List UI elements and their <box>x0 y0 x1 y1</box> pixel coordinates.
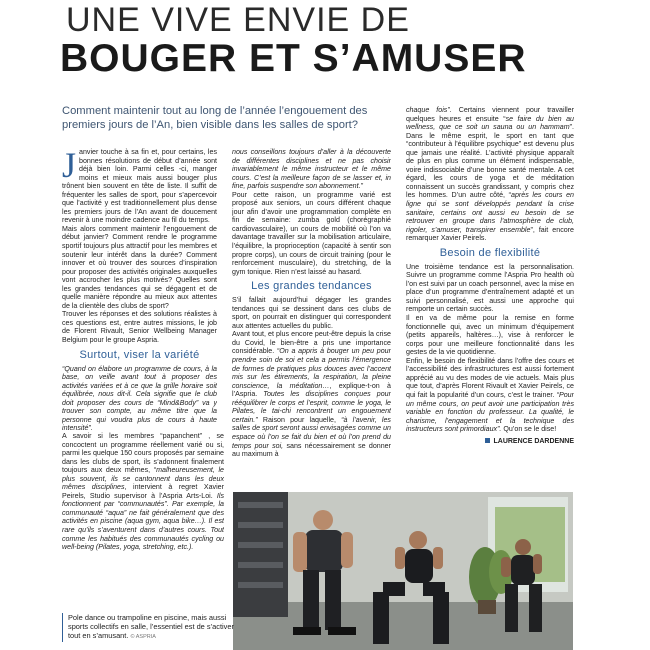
column-1 <box>62 148 217 432</box>
col1-paragraph-3: Trouver les réponses et des solutions réalistes à ces questions est, entre autres missions, le job de Florent Rivault, Senior Wellbeing Manager Belgium pour le groupe Aspria. <box>62 310 217 345</box>
col3-quote2: se faire du bien au wellness, que ce soit un sauna ou un hammam <box>406 114 574 132</box>
caption-text: Pole dance ou trampoline en piscine, mais aussi sports collectifs en salle, l’essentiel est de s’activer tout en s’amusant. <box>68 613 234 640</box>
col2-quote2: “On a appris à bouger un peu pour prendre soin de soi et cela a permis l’émergence de formes de pratiques plus douces avec l’accent mis sur les étirements, la respiration, la pleine conscience, la méditation… <box>232 347 391 390</box>
col3-quote4: “Pour un même cours, on peut avoir une participation très variable en fonction du professeur. La qualité, le charisme, l’engagement et la technique des instructeurs sont primordiaux”. <box>406 390 574 434</box>
col1-subhead: Surtout, viser la variété <box>79 348 200 361</box>
photo-credit: © ASPRIA <box>130 634 156 640</box>
col3-p1: Certains viennent pour travailler quelques heures et ensuite “ <box>406 106 574 123</box>
photo-illustration <box>233 492 573 650</box>
col1-quote2: malheureusement, le plus souvent, ils se cantonnent dans les deux mêmes disciplines <box>62 466 224 492</box>
column-3 <box>406 106 574 484</box>
col2-quote3: Toutes les disciplines conçues pour rééquilibrer le corps et l’esprit, comme le yoga, le Pilates, le tai-chi rencontrent un engouement certain.” <box>232 390 391 424</box>
col1-paragraph <box>62 148 217 225</box>
col2-p6: sans nécessairement se donner au maximum à <box>232 441 391 459</box>
article-title-line2: BOUGER ET S’AMUSER <box>60 37 527 80</box>
col3-quote1: chaque fois”. <box>406 106 452 114</box>
col3-p6: Enfin, le besoin de flexibilité dans l’offre des cours et l’accessibilité des infrastructures est aussi fortement apprécié au vu des modes de vie actuels. Mais plus que tout, d’après Florent Rivault et Xavier Peirels, ce qui fait la popularité d’un cours, c’est le trainer. <box>406 356 574 399</box>
author-name: LAURENCE DARDENNE <box>493 437 574 445</box>
col1-p5: , intervient à regret Xavier Peirels, Studio supervisor à l’Aspria Arts-Loi. <box>62 483 224 500</box>
drop-cap: J <box>62 148 77 185</box>
col2-p4: , explique-t-on à l’Aspria. <box>232 381 391 399</box>
col2-quote1: nous conseillons toujours d’aller à la découverte de différentes disciplines et ne pas choisir invariablement le même instructeur et le même cours. C’est la meilleure façon de se lasser et, in fine, parfois suspendre son abonnement.” <box>232 148 391 191</box>
col3-paragraph-4 <box>406 357 574 434</box>
col2-quote4: “à l’avenir, les salles de sport seront aussi envisagées comme un espace où l’on se fait du bien et où l’on prend du temps pour soi, <box>232 415 391 450</box>
col2-subhead: Les grandes tendances <box>251 280 372 293</box>
signature-square-icon <box>485 438 490 443</box>
col3-p2: ”. Dans le même esprit, le sport en tant que “contributeur à l’équilibre psychique” est devenu plus que jamais une réalité. L’activité physique apparaît de plus en plus comme un élément indispensable, voire indissociable d’une bonne santé mentale. A cet égard, les cours de yoga et de méditation connaissent un succès grandissant, y compris chez les hommes. D’un autre côté, “ <box>406 123 574 200</box>
col3-paragraph-1 <box>406 106 574 243</box>
col1-p1: anvier touche à sa fin et, pour certains, les bonnes résolutions de début d’année sont déjà bien loin. Parmi celles -ci, manger moins et mieux mais aussi bouger plus trônent bien souvent en tête de liste. Il suffit de fréquenter les salles de sport, pour s’apercevoir que l’activité y est traditionnellement plus dense les premiers jours de l’An avant de doucement revenir à une moindre cadence au fil du temps. <box>62 148 217 225</box>
col2-p5: Raison pour laquelle, <box>262 415 342 424</box>
col1-p4: A savoir si les membres “papanchent” , se concoctent un programme réellement varié ou si, parmi les quelque 150 cours proposés par semaine dans les clubs de sport, ils s’adonnent finalement toujours aux deux mêmes, “ <box>62 432 224 475</box>
col1-paragraph-2: Mais alors comment maintenir l’engouement de début janvier? Comment rendre le programme sportif toujours plus attractif pour les membres et soutenir leur intérêt dans la durée? Comment innover et où trouver des sources d’inspiration pour proposer des activités originales auxquelles vont accrocher les plus motivés? Quelles sont les grandes tendances qui se dégagent et de quelle manière répondre au mieux aux attentes de la clientèle des clubs de sport? <box>62 224 217 310</box>
col2-paragraph-1: Pour cette raison, un programme varié est proposé aux seniors, un cours différent chaque jour afin d’avoir une programmation complète en fin de semaine: zumba gold (chorégraphié cardiovasculaire), un cours de mobilité où l’on va davantage travailler sur la mobilisation articulaire, l’équilibre, la proprioception (capacité à sentir son propre corps), un cours de circuit training (pour le renforcement musculaire), du stretching, de la gym tonique. Rien n’est laissé au hasard. <box>232 190 391 276</box>
col2-quote <box>232 148 391 191</box>
col2-p3: Avant tout, et plus encore peut-être depuis la crise du Covid, le bien-être a pris une importance considérable. <box>232 330 391 356</box>
col3-paragraph-3: Il en va de même pour la remise en forme fonctionnelle qui, avec un minimum d’équipement (petits appareils, haltères…), vise à renforcer le corps pour une meilleure fonctionnalité dans les gestes de la vie quotidienne. <box>406 314 574 357</box>
col3-subhead: Besoin de flexibilité <box>439 246 541 259</box>
col2-paragraph-3 <box>232 330 391 458</box>
article-lead: Comment maintenir tout au long de l’année l’engouement des premiers jours de l’An, bien visible dans les salles de sport? <box>62 105 368 131</box>
column-1-continued <box>62 432 224 616</box>
fitness-class-photo <box>233 492 573 650</box>
column-2 <box>232 148 391 490</box>
col3-paragraph-2: Une troisième tendance est la personnalisation. Suivre un programme comme l’Aspria Pro health où l’on est suivi par un coach personnel, avec la mise en place d’un programme d’entraînement adapté et un suivi personnalisé, est aussi une approche qui remporte un certain succès. <box>406 262 574 314</box>
col1-paragraph-4 <box>62 432 224 552</box>
article-title-line1: UNE VIVE ENVIE DE <box>66 1 410 39</box>
author-signature <box>406 438 574 447</box>
col1-quote3: Ils fonctionnent par “communautés”. Par exemple, la communauté “aqua” ne fait généralement que des activités en piscine (aqua gym, aqua bike…). Il est rare qu’ils s’aventurent dans d’autres cours. Tout comme les habitués des communautés cycling ou well-being (Pilates, yoga, stretching, etc.). <box>62 491 224 552</box>
col3-p3: ”, fait encore remarquer Xavier Peirels. <box>406 225 574 243</box>
col1-quote <box>62 365 217 432</box>
col1-quote1: “Quand on élabore un programme de cours, à la base, on veille avant tout à proposer des activités variées et à ce que la grille horaire soit équilibrée, nous dit-il. Cela signifie que le club doit proposer des cours de “Mind&Body” va y trouver son compte, au même titre que la personne qui voudra plus de cours à haute intensité”. <box>62 364 217 432</box>
col3-p7: Qu’on se le dise! <box>501 425 557 434</box>
col2-paragraph-2: S’il fallait aujourd’hui dégager les grandes tendances qui se dessinent dans ces clubs de sport, on pourrait en distinguer qui correspondent aux attentes actuelles du public. <box>232 296 391 330</box>
col3-quote3: après les cours en ligne qui se sont développés pendant la crise sanitaire, certains ont aussi eu besoin de se retrouver en groupe dans l’atmosphère de club, rigoler, s’amuser, transpirer ensemble <box>406 191 574 234</box>
photo-caption <box>62 613 236 642</box>
